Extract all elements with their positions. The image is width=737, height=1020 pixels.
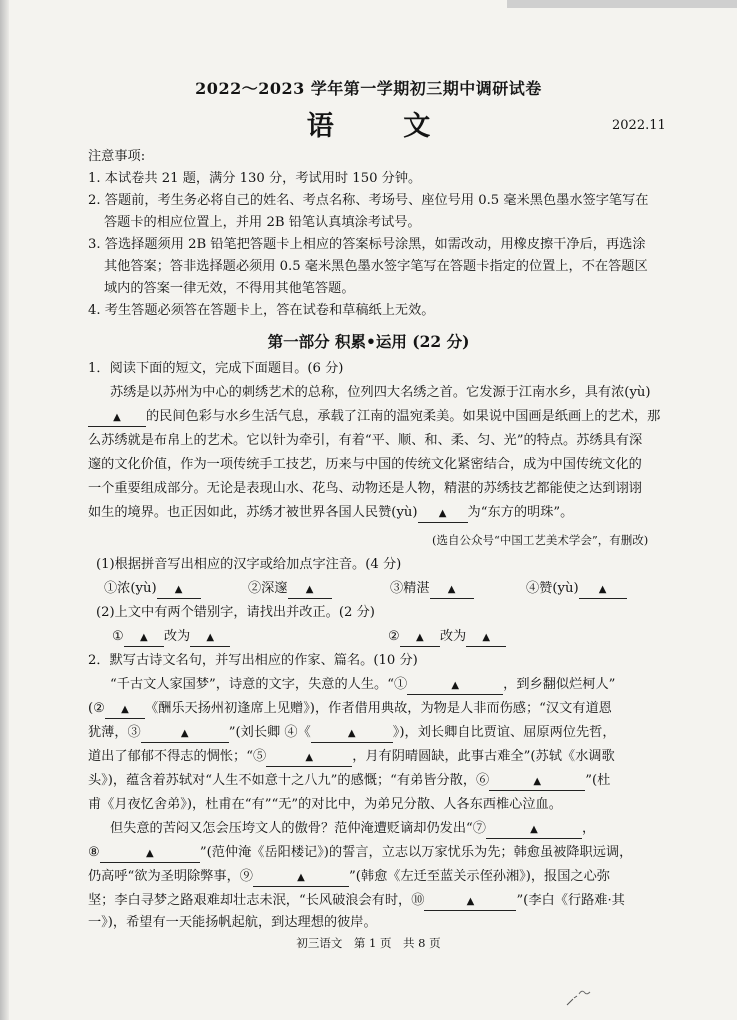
option-row: ③精湛 ▲: [390, 580, 474, 599]
passage-line: 如生的境界。也正因如此，苏绣才被世界各国人民赞(yù) ▲ 为“东方的明珠”。: [88, 504, 573, 523]
note-item: 其他答案；答非选择题必须用 0.5 毫米黑色墨水签字笔写在答题卡指定的位置上，不在答题区: [104, 259, 648, 274]
recitation-line: 仍高呼“欲为圣明除弊事，⑨ ▲ ”(韩愈《左迁至蓝关示侄孙湘》)，报国之心弥: [88, 868, 610, 887]
recitation-line: 但失意的苦闷又怎会压垮文人的傲骨？范仲淹遭贬谪却仍发出“⑦ ▲ ，: [110, 820, 595, 839]
exam-date: 2022.11: [612, 118, 666, 133]
recitation-line: 头》)，蕴含着苏轼对“人生不如意十之八九”的感慨；“有弟皆分散，⑥ ▲ ”(杜: [88, 772, 610, 791]
correction-row: ② ▲ 改为 ▲: [388, 628, 506, 647]
question-stem: 2．默写古诗文名句，并写出相应的作家、篇名。(10 分): [88, 653, 418, 668]
recitation-line: ⑧ ▲ ”(范仲淹《岳阳楼记》)的誓言，立志以万家忧乐为先；韩愈虽被降职远调，: [88, 844, 632, 863]
answer-blank[interactable]: ▲: [311, 724, 393, 743]
note-item: 2. 答题前，考生务必将自己的姓名、考点名称、考场号、座位号用 0.5 毫米黑色墨水签字笔写在: [88, 193, 649, 208]
answer-blank[interactable]: ▲: [141, 724, 229, 743]
recitation-line: 道出了郁郁不得志的惆怅；“⑤ ▲ ，月有阴晴圆缺，此事古难全”(苏轼《水调歌: [88, 748, 615, 767]
answer-blank[interactable]: ▲: [253, 868, 349, 887]
page-footer: 初三语文 第 1 页 共 8 页: [296, 936, 441, 950]
note-item: 4. 考生答题必须答在答题卡上，答在试卷和草稿纸上无效。: [88, 303, 435, 318]
exam-title: 2022～2023 学年第一学期初三期中调研试卷: [195, 79, 542, 98]
answer-blank[interactable]: ▲: [466, 628, 506, 647]
passage-line: 苏绣是以苏州为中心的刺绣艺术的总称，位列四大名绣之首。它发源于江南水乡，具有浓(yù): [110, 385, 651, 400]
passage-line: 么苏绣就是布帛上的艺术。它以针为牵引，有着“平、顺、和、柔、匀、光”的特点。苏绣具有深: [88, 433, 643, 448]
answer-blank[interactable]: ▲: [418, 504, 468, 523]
recitation-line: 甫《月夜忆舍弟》)，杜甫在“有”“无”的对比中，为弟兄分散、人各东西椎心泣血。: [88, 797, 562, 812]
notes-heading: 注意事项:: [88, 149, 146, 164]
passage-line: 一个重要组成部分。无论是表现山水、花鸟、动物还是人物，精湛的苏绣技艺都能使之达到诩诩: [88, 481, 642, 496]
note-item: 1. 本试卷共 21 题，满分 130 分，考试用时 150 分钟。: [88, 171, 422, 186]
sub-question: (2)上文中有两个错别字，请找出并改正。(2 分): [96, 605, 375, 620]
answer-blank[interactable]: ▲: [430, 580, 474, 599]
question-stem: 1．阅读下面的短文，完成下面题目。(6 分): [88, 361, 344, 376]
passage-line: 邃的文化价值，作为一项传统手工技艺，历来与中国的传统文化紧密结合，成为中国传统文化的: [88, 457, 642, 472]
answer-blank[interactable]: ▲: [400, 628, 440, 647]
note-item: 3. 答选择题须用 2B 铅笔把答题卡上相应的答案标号涂黑，如需改动，用橡皮擦干净后，再选涂: [88, 237, 646, 252]
passage-source: (选自公众号“中国工艺美术学会”，有删改): [432, 533, 649, 547]
answer-blank[interactable]: ▲: [88, 408, 146, 427]
section-title: 第一部分 积累•运用 (22 分): [267, 332, 470, 351]
answer-blank[interactable]: ▲: [486, 820, 582, 839]
recitation-line: (② ▲ 《酬乐天扬州初逢席上见赠》)，作者借用典故，为物是人非而伤感；“汉文有道恩: [88, 700, 612, 719]
answer-blank[interactable]: ▲: [579, 580, 627, 599]
answer-blank[interactable]: ▲: [489, 772, 585, 791]
note-item: 答题卡的相应位置上，并用 2B 铅笔认真填涂考试号。: [104, 215, 421, 230]
pen-mark-icon: [565, 985, 595, 1007]
sub-question: (1)根据拼音写出相应的汉字或给加点字注音。(4 分): [96, 557, 402, 572]
option-row: ④赞(yù) ▲: [526, 580, 627, 599]
recitation-line: 一》)，希望有一天能扬帆起航，到达理想的彼岸。: [88, 915, 377, 930]
scan-edge-shadow-top: [507, 0, 737, 8]
answer-blank[interactable]: ▲: [288, 580, 332, 599]
passage-line: ▲ 的民间色彩与水乡生活气息，承载了江南的温宛柔美。如果说中国画是纸画上的艺术，那: [88, 408, 660, 427]
answer-blank[interactable]: ▲: [424, 892, 516, 911]
answer-blank[interactable]: ▲: [157, 580, 201, 599]
recitation-line: 坚；李白寻梦之路艰难却壮志未泯，“长风破浪会有时，⑩ ▲ ”(李白《行路难·其: [88, 892, 625, 911]
answer-blank[interactable]: ▲: [266, 748, 352, 767]
answer-blank[interactable]: ▲: [407, 676, 503, 695]
answer-blank[interactable]: ▲: [100, 844, 200, 863]
correction-row: ① ▲ 改为 ▲: [112, 628, 230, 647]
answer-blank[interactable]: ▲: [124, 628, 164, 647]
recitation-line: “千古文人家国梦”，诗意的文字，失意的人生。“① ▲ ，到乡翻似烂柯人”: [110, 676, 615, 695]
subject-title: 语 文: [306, 111, 461, 142]
option-row: ②深邃 ▲: [248, 580, 332, 599]
answer-blank[interactable]: ▲: [190, 628, 230, 647]
answer-blank[interactable]: ▲: [105, 700, 145, 719]
recitation-line: 犹薄，③ ▲ ”(刘长卿 ④《 ▲ 》)，刘长卿自比贾谊、屈原两位先哲，: [88, 724, 616, 743]
option-row: ①浓(yù) ▲: [104, 580, 201, 599]
scan-edge-shadow: [0, 0, 9, 1020]
note-item: 域内的答案一律无效，不得用其他笔答题。: [104, 281, 355, 296]
